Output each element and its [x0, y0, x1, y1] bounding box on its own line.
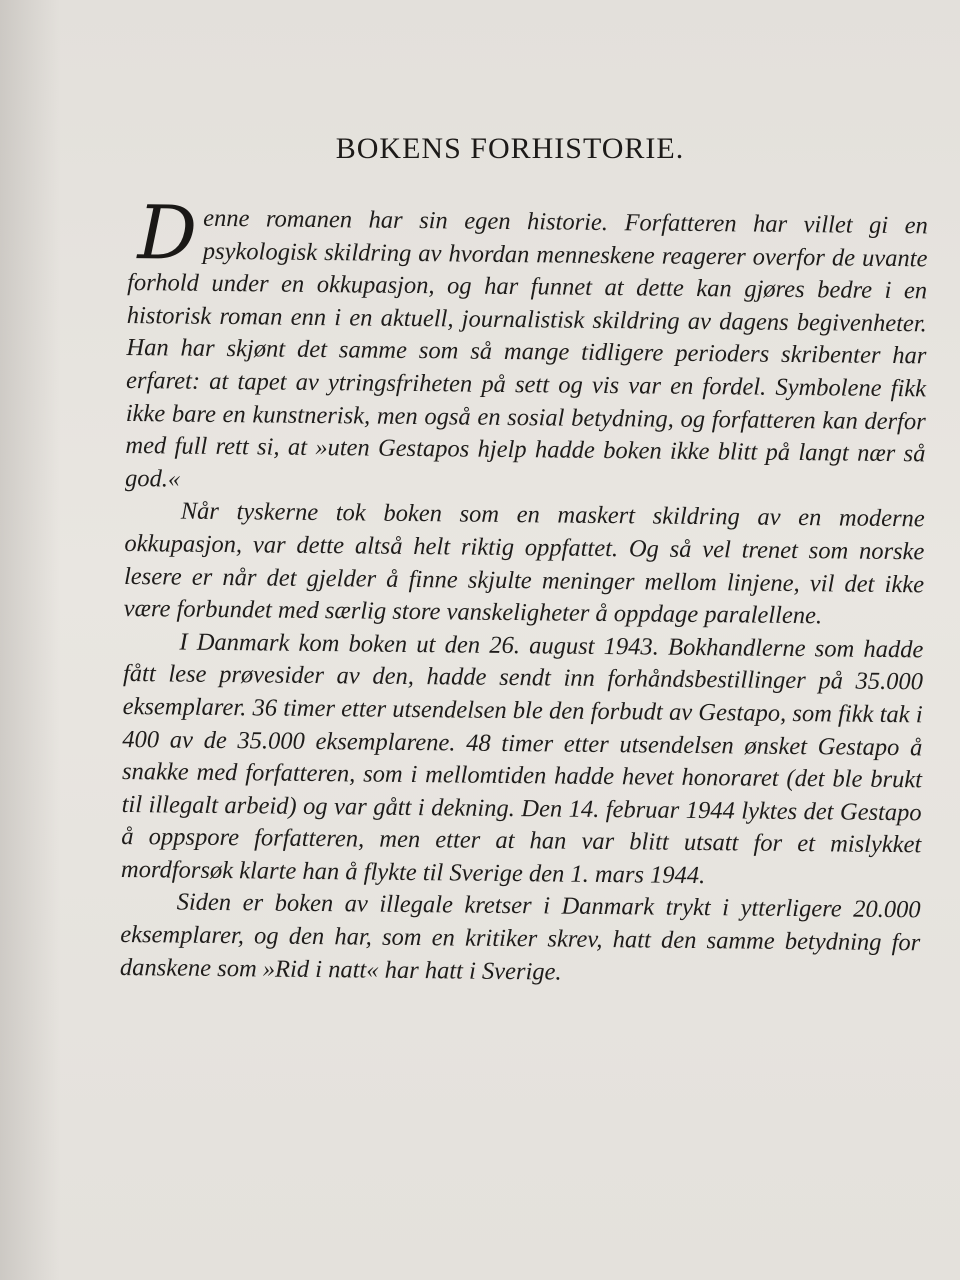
paragraph-3: I Danmark kom boken ut den 26. august 1943. Bokhandlerne som hadde fått lese prøvesider av den, hadde sendt inn forhåndsbestillinger på 35.000 eksemplarer. 36 timer etter utsendelsen ble den forbudt av Gestapo, som fikk tak i 400 av de 35.000 eksemplarene. 48 timer etter utsendelsen ønsket Gestapo å snakke med forfatteren, som i mellomtiden hadde hevet honoraret (det ble brukt til illegalt arbeid) og var gått i dekning. Den 14. februar 1944 lyktes det Gestapo å oppspore forfatteren, men etter at han var blitt utsatt for et mislykket mordforsøk klarte han å flykte til Sverige den 1. mars 1944. [120, 628, 924, 889]
page-title: BOKENS FORHISTORIE. [335, 132, 685, 165]
paragraph-2: Når tyskerne tok boken som en maskert skildring av en moderne okkupasjon, var dette altså helt riktig oppfattet. Og så vel trenet som norske lesere er når det gjelder å finne skjulte meninger mellom linjene, vil det ikke være forbundet med særlig store vanskeligheter å oppdage paralellene. [123, 497, 925, 630]
paragraph-1-text: enne romanen har sin egen historie. Forfatteren har villet gi en psykologisk skildring av hvordan menneskene reagerer overfor de uvante forhold under en okkupasjon, og har funnet at dette kan gjøres bedre i en historisk roman enn i en aktuell, journalistisk skildring av dagens begivenheter. Han har skjønt det samme som så mange tidligere perioders skribenter har erfaret: at tapet av ytringsfriheten på sett og vis var en fordel. Symbolene fikk ikke bare en kunstnerisk, men også en sosial betydning, og forfatteren kan derfor med full rett si, at »uten Gestapos hjelp hadde boken ikke blitt på langt nær så god.« [124, 204, 928, 493]
drop-cap: D [137, 190, 198, 277]
paragraph-4: Siden er boken av illegale kretser i Danmark trykt i ytterligere 20.000 eksemplarer, og den har, som en kritiker skrev, hatt den samme betydning for danskene som »Rid i natt« har hatt i Sverige. [119, 889, 921, 986]
body-text [119, 190, 928, 993]
paragraph-1 [124, 190, 928, 504]
page-gutter-shadow [0, 0, 60, 1280]
